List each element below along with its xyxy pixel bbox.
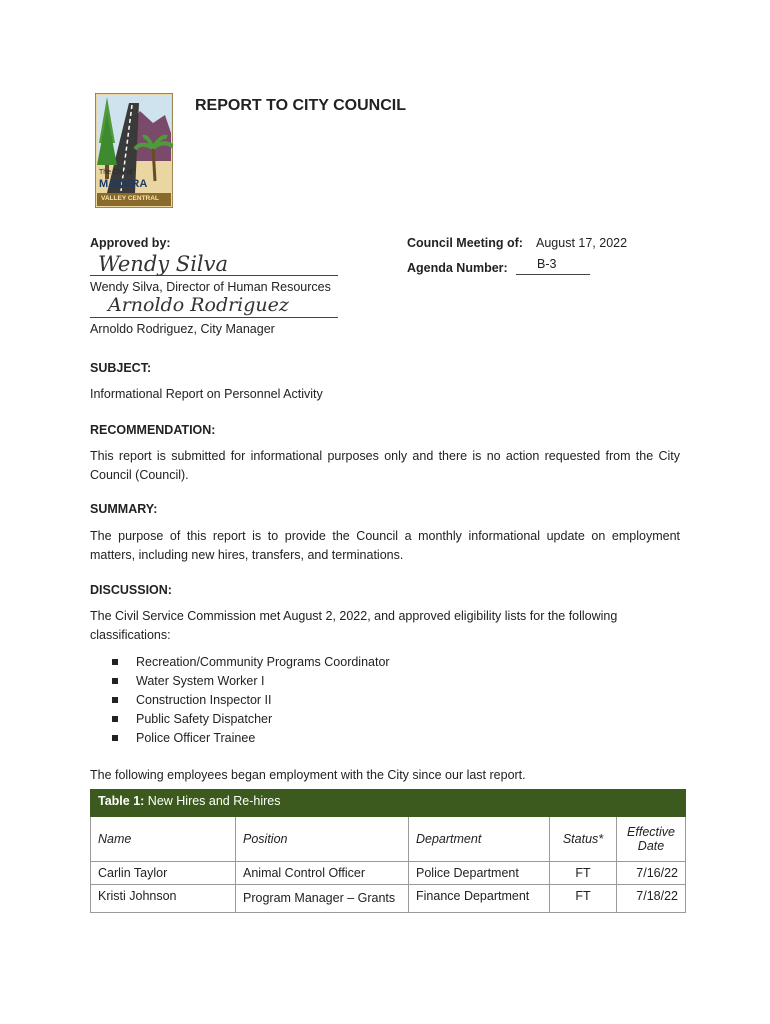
cell-department: Finance Department (409, 885, 550, 913)
list-item: Construction Inspector II (112, 691, 390, 710)
cell-department: Police Department (409, 862, 550, 885)
logo-line-3: VALLEY CENTRAL (101, 195, 159, 202)
list-item: Public Safety Dispatcher (112, 710, 390, 729)
signer-2-name: Arnoldo Rodriguez, City Manager (90, 322, 275, 336)
agenda-number-line (516, 274, 590, 275)
signature-line-2 (90, 317, 338, 318)
bullet-icon (112, 716, 118, 722)
classification-list (112, 653, 390, 748)
cell-position: Animal Control Officer (236, 862, 409, 885)
cell-date: 7/18/22 (617, 885, 686, 913)
bullet-icon (112, 735, 118, 741)
recommendation-heading: RECOMMENDATION: (90, 423, 216, 437)
cell-date: 7/16/22 (617, 862, 686, 885)
header-effective-date: Effective Date (617, 817, 686, 862)
logo-line-2: MADERA (99, 178, 148, 190)
header-name: Name (91, 817, 236, 862)
header-position: Position (236, 817, 409, 862)
list-item: Water System Worker I (112, 672, 390, 691)
cell-status: FT (550, 885, 617, 913)
bullet-icon (112, 697, 118, 703)
agenda-number: B-3 (537, 257, 557, 271)
subject-heading: SUBJECT: (90, 361, 152, 375)
discussion-intro: The Civil Service Commission met August 2, 2022, and approved eligibility lists for the following classifications: (90, 609, 618, 642)
cell-name: Carlin Taylor (91, 862, 236, 885)
approved-by-label: Approved by: (90, 236, 171, 250)
recommendation-text: This report is submitted for informational purposes only and there is no action requested from the City Council (Council). (90, 449, 680, 482)
discussion-heading: DISCUSSION: (90, 583, 172, 597)
signature-arnoldo-rodriguez: Arnoldo Rodriguez (108, 294, 289, 316)
bullet-icon (112, 659, 118, 665)
table-caption: Table 1: New Hires and Re-hires (91, 790, 686, 817)
cell-position: Program Manager – Grants (236, 885, 409, 913)
bullet-icon (112, 678, 118, 684)
subject-text: Informational Report on Personnel Activity (90, 387, 323, 401)
signature-wendy-silva: Wendy Silva (98, 252, 229, 276)
council-meeting-label: Council Meeting of: (407, 236, 523, 250)
summary-text: The purpose of this report is to provide the Council a monthly informational update on employment matters, including new hires, transfers, and terminations. (90, 529, 680, 562)
city-logo (95, 93, 173, 208)
list-item: Police Officer Trainee (112, 729, 390, 748)
council-meeting-date: August 17, 2022 (536, 236, 628, 250)
page-title: REPORT TO CITY COUNCIL (195, 97, 406, 114)
cell-name: Kristi Johnson (91, 885, 236, 913)
agenda-number-label: Agenda Number: (407, 261, 508, 275)
summary-heading: SUMMARY: (90, 502, 158, 516)
list-item: Recreation/Community Programs Coordinator (112, 653, 390, 672)
table-row (91, 885, 686, 913)
table-row (91, 862, 686, 885)
signer-1-name: Wendy Silva, Director of Human Resources (90, 280, 331, 294)
cell-status: FT (550, 862, 617, 885)
table-header-row (91, 817, 686, 862)
employees-intro: The following employees began employment with the City since our last report. (90, 768, 526, 782)
header-status: Status* (550, 817, 617, 862)
header-department: Department (409, 817, 550, 862)
new-hires-table (90, 789, 686, 913)
logo-line-1: The City of (99, 169, 133, 176)
